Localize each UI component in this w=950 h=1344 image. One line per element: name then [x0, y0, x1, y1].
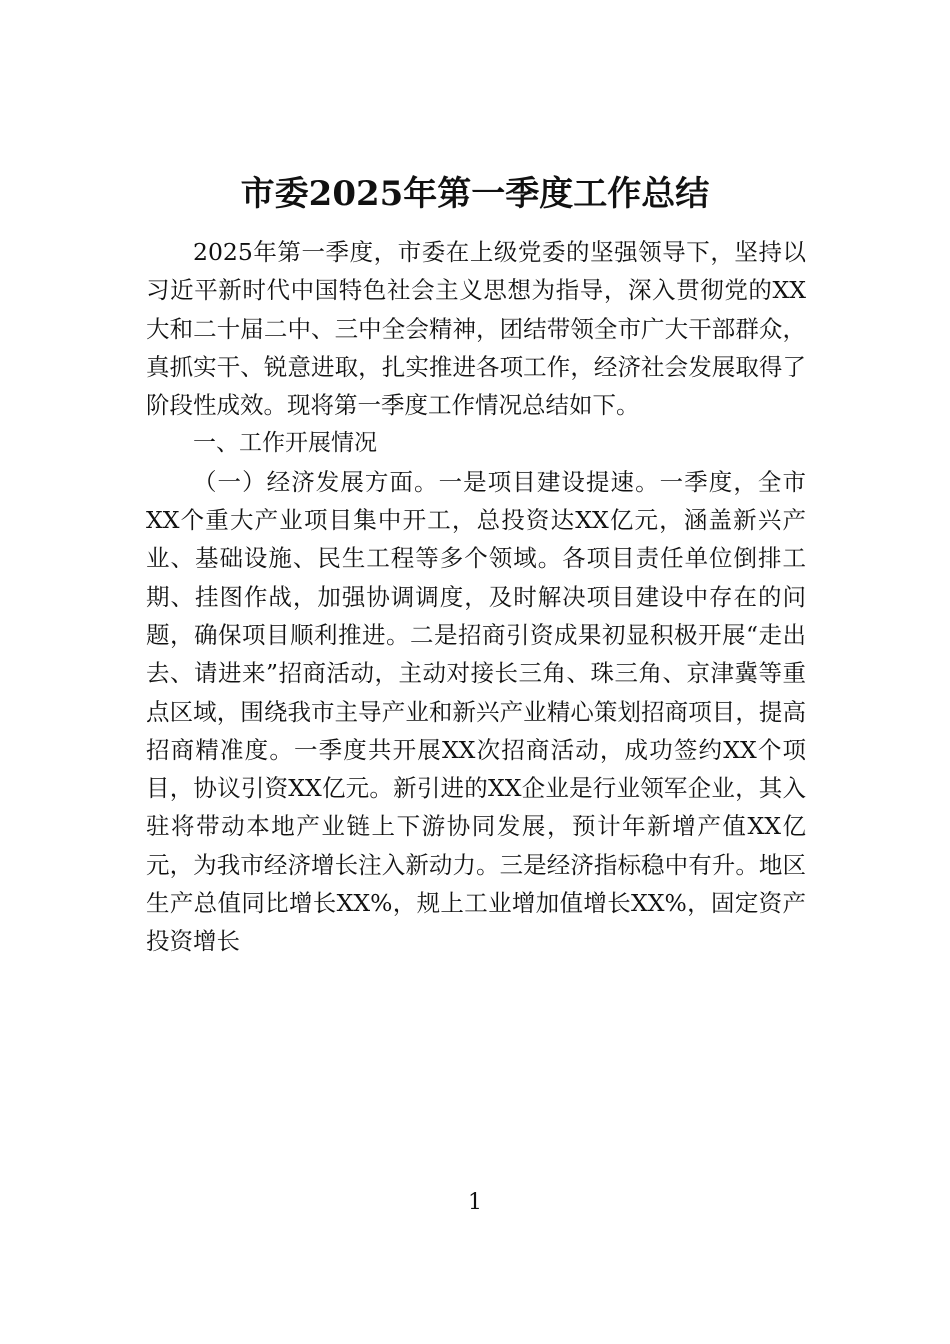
section-heading: 一、工作开展情况: [193, 430, 377, 457]
subsection-text: 一是项目建设提速。一季度，全市XX个重大产业项目集中开工，总投资达XX亿元，涵盖新兴产业、基础设施、民生工程等多个领域。各项目责任单位倒排工期、挂图作战，加强协调调度，及时解决项目建设中存在的问题，确保项目顺利推进。二是招商引资成果初显积极开展“走出去、请进来”招商活动，主动对接长三角、珠三角、京津冀等重点区域，围绕我市主导产业和新兴产业精心策划招商项目，提高招商精准度。一季度共开展XX次招商活动，成功签约XX个项目，协议引资XX亿元。新引进的XX企业是行业领军企业，其入驻将带动本地产业链上下游协同发展，预计年新增产值XX亿元，为我市经济增长注入新动力。三是经济指标稳中有升。地区生产总值同比增长XX%，规上工业增加值增长XX%，固定资产投资增长: [146, 467, 806, 956]
subsection-paragraph: [146, 463, 806, 961]
subsection-lead: （一）经济发展方面。: [193, 467, 439, 496]
intro-paragraph: 2025年第一季度，市委在上级党委的坚强领导下，坚持以习近平新时代中国特色社会主义思想为指导，深入贯彻党的XX大和二十届二中、三中全会精神，团结带领全市广大干部群众，真抓实干、锐意进取，扎实推进各项工作，经济社会发展取得了阶段性成效。现将第一季度工作情况总结如下。: [146, 238, 806, 420]
document-body: [146, 233, 806, 961]
page-number: 1: [468, 1190, 482, 1215]
document-title: 市委2025年第一季度工作总结: [240, 174, 710, 214]
